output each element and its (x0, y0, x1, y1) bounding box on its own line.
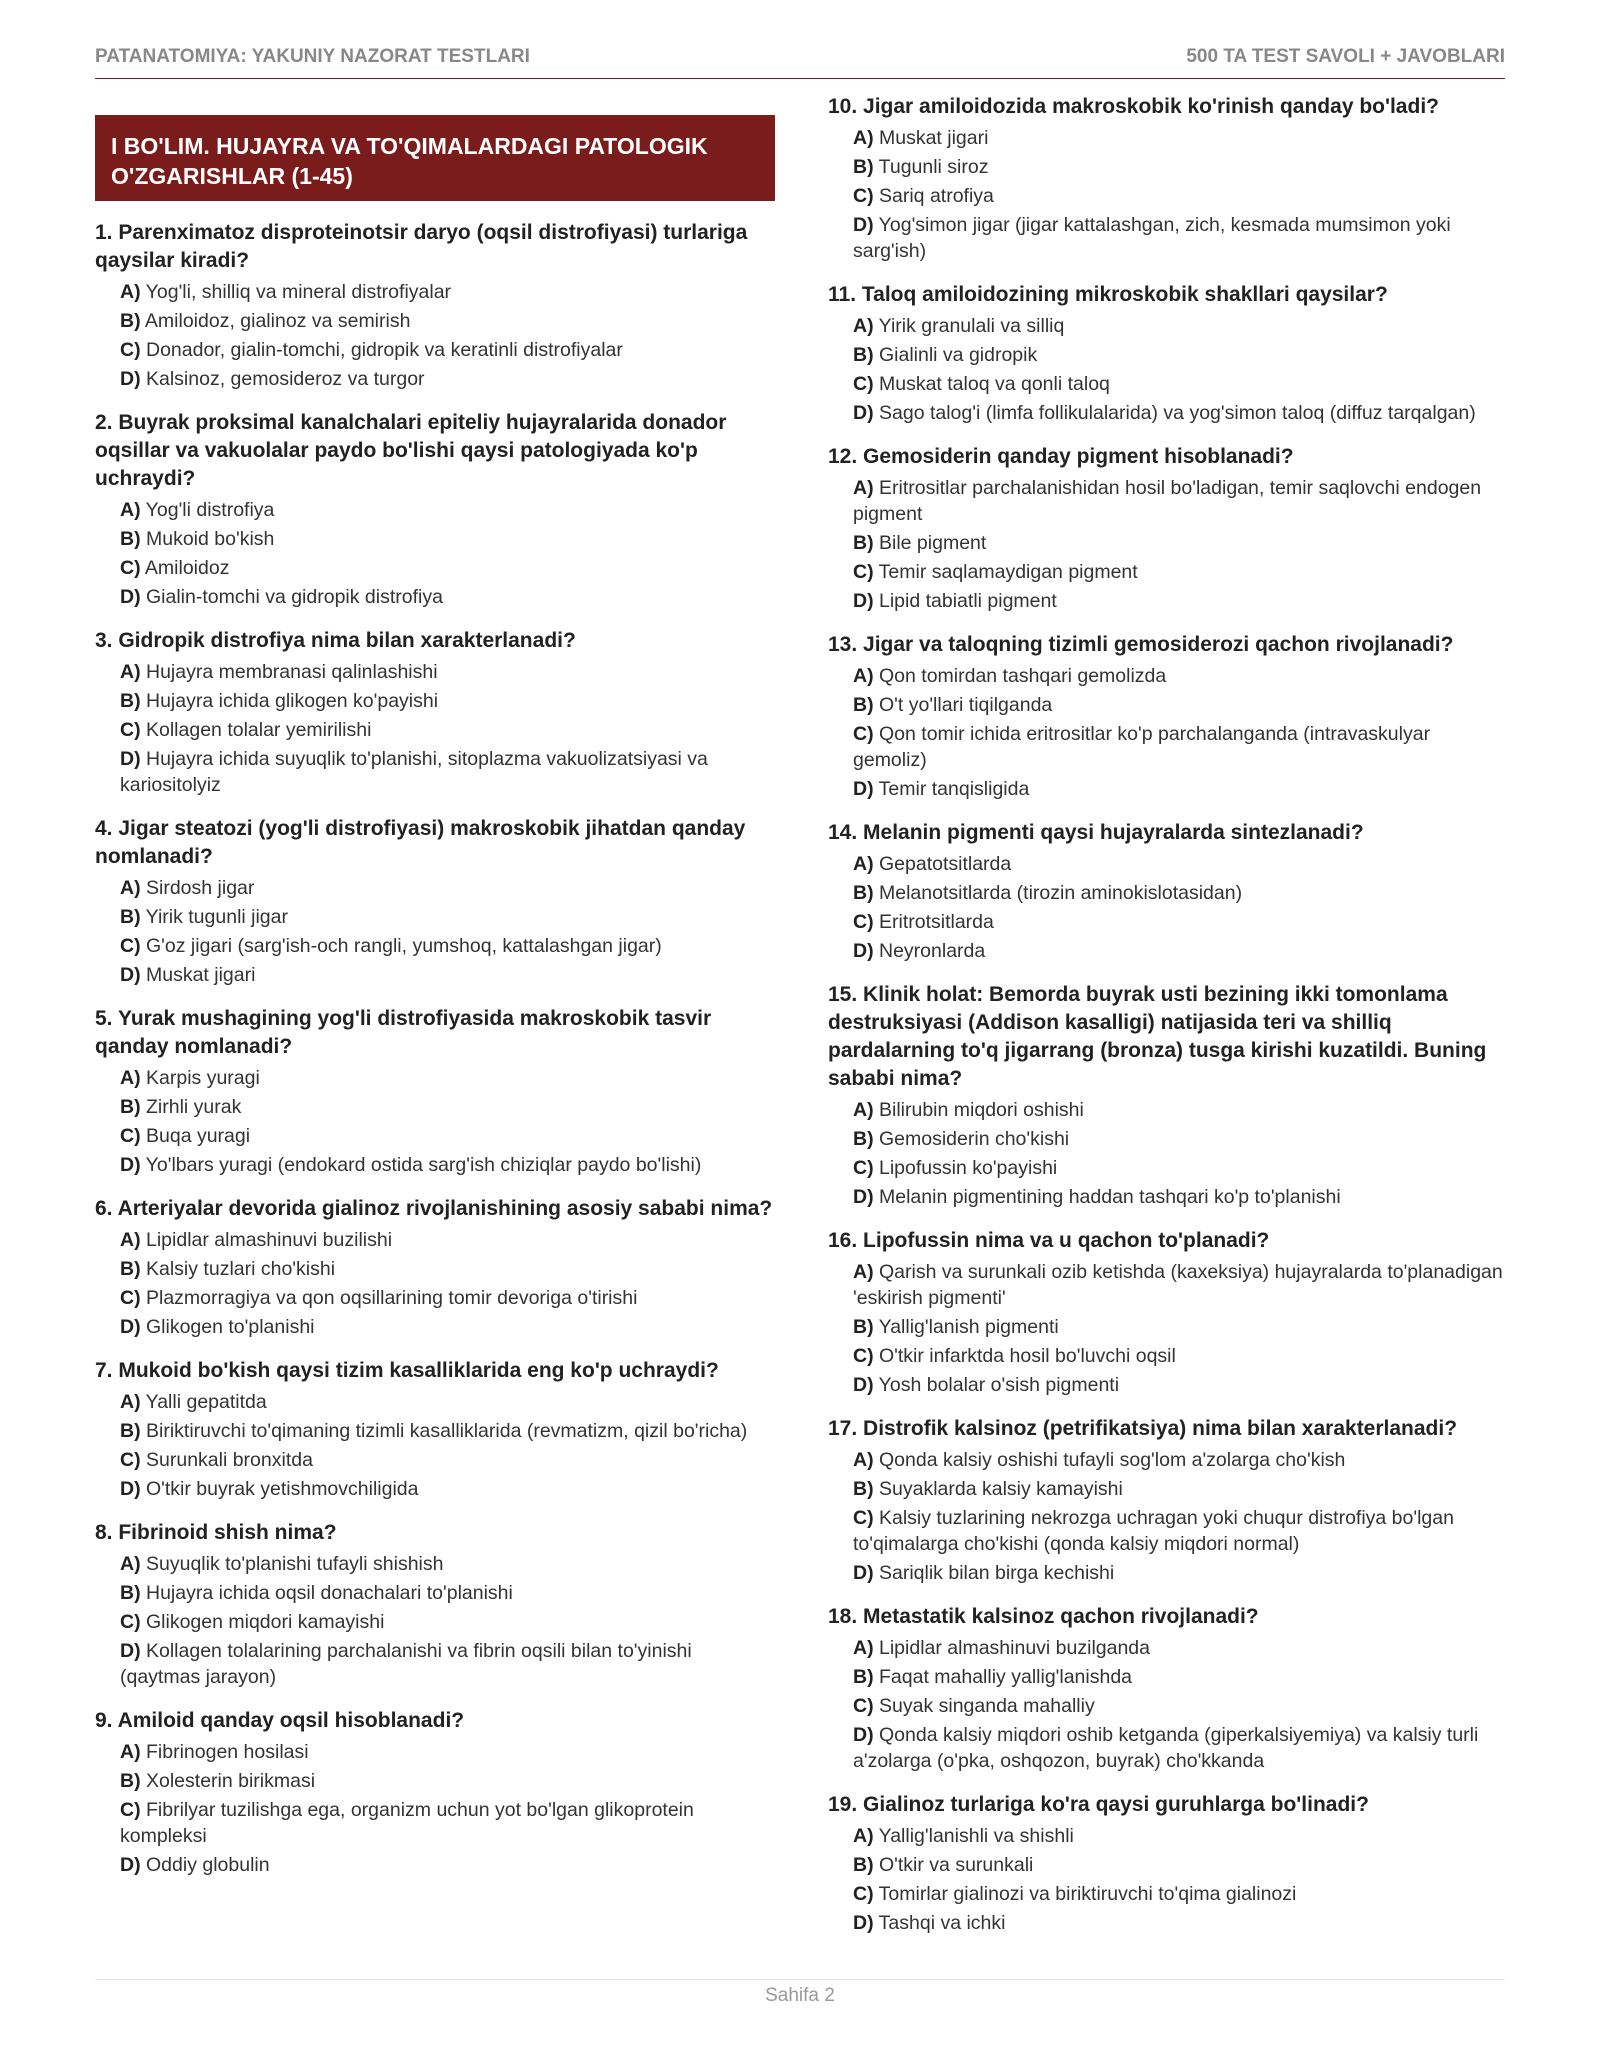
question-block (828, 443, 1508, 614)
answer-option (828, 212, 1508, 264)
option-letter: B) (120, 1582, 141, 1604)
option-text: Hujayra ichida suyuqlik to'planishi, sitoplazma vakuolizatsiyasi va kariositolyiz (120, 748, 708, 796)
option-letter: B) (853, 1316, 874, 1338)
answer-option (828, 938, 1508, 964)
option-text: Qarish va surunkali ozib ketishda (kaxeksiya) hujayralarda to'planadigan 'eskirish pigmenti' (853, 1261, 1503, 1309)
header-subtitle: 500 TA TEST SAVOLI + JAVOBLARI (1186, 46, 1505, 67)
option-letter: D) (853, 1186, 874, 1208)
option-letter: A) (853, 1825, 874, 1847)
answer-option (95, 1123, 775, 1149)
option-text: Surunkali bronxitda (146, 1449, 313, 1471)
option-letter: C) (853, 1157, 874, 1179)
option-letter: A) (120, 1553, 141, 1575)
option-text: Qonda kalsiy miqdori oshib ketganda (giperkalsiyemiya) va kalsiy turli a'zolarga (o'pka, oshqozon, buyrak) cho'kkanda (853, 1724, 1479, 1772)
answer-option (95, 497, 775, 523)
footer-divider (95, 1979, 1505, 1980)
option-text: Buqa yuragi (146, 1125, 251, 1147)
option-text: Qon tomir ichida eritrositlar ko'p parchalanganda (intravaskulyar gemoliz) (853, 723, 1431, 771)
answer-option (828, 400, 1508, 426)
answer-option (95, 1152, 775, 1178)
question-text: 7. Mukoid bo'kish qaysi tizim kasalliklarida eng ko'p uchraydi? (95, 1359, 719, 1382)
option-letter: B) (120, 1770, 141, 1792)
option-text: O'tkir va surunkali (879, 1854, 1034, 1876)
option-text: Fibrilyar tuzilishga ega, organizm uchun yot bo'lgan glikoprotein kompleksi (120, 1799, 694, 1847)
option-letter: B) (120, 690, 141, 712)
option-letter: C) (853, 1507, 874, 1529)
option-letter: D) (120, 1854, 141, 1876)
option-letter: D) (853, 1724, 874, 1746)
option-letter: D) (853, 778, 874, 800)
answer-option (828, 588, 1508, 614)
option-text: Hujayra ichida oqsil donachalari to'planishi (146, 1582, 513, 1604)
option-letter: A) (120, 281, 141, 303)
option-letter: D) (853, 940, 874, 962)
option-text: Lipofussin ko'payishi (879, 1157, 1058, 1179)
option-letter: B) (853, 1478, 874, 1500)
answer-option (828, 1184, 1508, 1210)
option-text: Muskat jigari (879, 127, 989, 149)
question-text: 18. Metastatik kalsinoz qachon rivojlanadi? (828, 1605, 1259, 1628)
answer-option (95, 875, 775, 901)
answer-option (828, 663, 1508, 689)
option-text: Donador, gialin-tomchi, gidropik va keratinli distrofiyalar (146, 339, 623, 361)
option-letter: D) (853, 1912, 874, 1934)
option-text: Plazmorragiya va qon oqsillarining tomir devoriga o'tirishi (146, 1287, 638, 1309)
answer-option (95, 1065, 775, 1091)
option-letter: C) (853, 1345, 874, 1367)
answer-option (828, 154, 1508, 180)
answer-option (828, 1259, 1508, 1311)
option-letter: A) (853, 665, 874, 687)
question-text: 4. Jigar steatozi (yog'li distrofiyasi) makroskobik jihatdan qanday nomlanadi? (95, 817, 746, 868)
option-letter: D) (853, 1374, 874, 1396)
answer-option (828, 1722, 1508, 1774)
option-text: O't yo'llari tiqilganda (879, 694, 1053, 716)
question-block (95, 815, 775, 988)
option-text: Tugunli siroz (878, 156, 989, 178)
question-text: 3. Gidropik distrofiya nima bilan xarakterlanadi? (95, 629, 576, 652)
option-letter: C) (120, 1799, 141, 1821)
option-letter: B) (120, 528, 141, 550)
answer-option (95, 1797, 775, 1849)
answer-option (95, 1227, 775, 1253)
answer-option (828, 1505, 1508, 1557)
answer-option (828, 776, 1508, 802)
option-letter: D) (120, 1640, 141, 1662)
question-text: 10. Jigar amiloidozida makroskobik ko'rinish qanday bo'ladi? (828, 95, 1439, 118)
option-text: Glikogen miqdori kamayishi (146, 1611, 385, 1633)
question-text: 2. Buyrak proksimal kanalchalari epiteliy hujayralarida donador oqsillar va vakuolalar paydo bo'lishi qaysi patologiyada ko'p uchraydi? (95, 411, 727, 490)
option-letter: B) (853, 344, 874, 366)
option-text: Neyronlarda (879, 940, 986, 962)
option-text: Yallig'lanishli va shishli (878, 1825, 1074, 1847)
answer-option (95, 1256, 775, 1282)
answer-option (828, 1693, 1508, 1719)
option-letter: A) (853, 1261, 874, 1283)
header-title: PATANATOMIYA: YAKUNIY NAZORAT TESTLARI (95, 46, 530, 67)
option-text: Amiloidoz (144, 557, 230, 579)
answer-option (828, 1664, 1508, 1690)
answer-option (95, 1551, 775, 1577)
answer-option (95, 1418, 775, 1444)
option-text: Sirdosh jigar (146, 877, 255, 899)
option-text: Yog'li distrofiya (145, 499, 275, 521)
option-letter: B) (853, 882, 874, 904)
option-text: Oddiy globulin (146, 1854, 270, 1876)
option-text: Gemosiderin cho'kishi (879, 1128, 1070, 1150)
option-text: Yalli gepatitda (145, 1391, 267, 1413)
option-letter: D) (853, 1562, 874, 1584)
option-text: Suyaklarda kalsiy kamayishi (879, 1478, 1123, 1500)
answer-option (828, 183, 1508, 209)
option-letter: C) (120, 935, 141, 957)
option-text: Lipidlar almashinuvi buzilishi (146, 1229, 393, 1251)
option-letter: C) (853, 373, 874, 395)
question-text: 16. Lipofussin nima va u qachon to'planadi? (828, 1229, 1270, 1252)
answer-option (95, 1094, 775, 1120)
answer-option (828, 1097, 1508, 1123)
option-text: Yirik granulali va silliq (878, 315, 1065, 337)
answer-option (95, 1314, 775, 1340)
answer-option (95, 1609, 775, 1635)
answer-option (828, 1852, 1508, 1878)
answer-option (95, 1768, 775, 1794)
option-text: Eritrotsitlarda (879, 911, 994, 933)
answer-option (828, 1910, 1508, 1936)
answer-option (828, 371, 1508, 397)
option-letter: B) (120, 1096, 141, 1118)
question-text: 1. Parenximatoz disproteinotsir daryo (oqsil distrofiyasi) turlariga qaysilar kiradi? (95, 221, 748, 272)
answer-option (95, 1447, 775, 1473)
answer-option (828, 1635, 1508, 1661)
option-letter: A) (120, 1067, 141, 1089)
question-text: 15. Klinik holat: Bemorda buyrak usti bezining ikki tomonlama destruksiyasi (Addison kasalligi) natijasida teri va shilliq pardalarning to'q jigarrang (bronza) tusga kirishi kuzatildi. Buning sababi nima? (828, 983, 1487, 1090)
option-text: Yirik tugunli jigar (145, 906, 288, 928)
page-number: Sahifa 2 (765, 1985, 835, 2006)
option-letter: D) (120, 964, 141, 986)
option-text: O'tkir buyrak yetishmovchiligida (146, 1478, 419, 1500)
question-text: 17. Distrofik kalsinoz (petrifikatsiya) nima bilan xarakterlanadi? (828, 1417, 1458, 1440)
answer-option (828, 313, 1508, 339)
option-text: O'tkir infarktda hosil bo'luvchi oqsil (879, 1345, 1176, 1367)
question-block (828, 631, 1508, 802)
option-text: Melanin pigmentining haddan tashqari ko'p to'planishi (879, 1186, 1341, 1208)
answer-option (95, 308, 775, 334)
question-block (95, 219, 775, 392)
answer-option (828, 721, 1508, 773)
option-text: Qon tomirdan tashqari gemolizda (879, 665, 1167, 687)
option-text: Yallig'lanish pigmenti (878, 1316, 1059, 1338)
question-block (828, 1603, 1508, 1774)
question-block (828, 93, 1508, 264)
option-letter: C) (120, 1449, 141, 1471)
option-text: Muskat jigari (146, 964, 256, 986)
option-letter: A) (120, 1229, 141, 1251)
answer-option (95, 1389, 775, 1415)
answer-option (95, 584, 775, 610)
option-letter: D) (120, 368, 141, 390)
option-letter: B) (853, 532, 874, 554)
question-text: 9. Amiloid qanday oqsil hisoblanadi? (95, 1709, 465, 1732)
answer-option (828, 692, 1508, 718)
option-text: Xolesterin birikmasi (146, 1770, 316, 1792)
option-text: Tomirlar gialinozi va biriktiruvchi to'qima gialinozi (878, 1883, 1297, 1905)
option-text: Yosh bolalar o'sish pigmenti (878, 1374, 1120, 1396)
option-text: Muskat taloq va qonli taloq (879, 373, 1110, 395)
option-letter: A) (853, 1637, 874, 1659)
option-letter: A) (120, 1741, 141, 1763)
page-header (95, 46, 1505, 79)
option-text: Qonda kalsiy oshishi tufayli sog'lom a'zolarga cho'kish (879, 1449, 1346, 1471)
option-letter: D) (120, 586, 141, 608)
question-text: 11. Taloq amiloidozining mikroskobik shakllari qaysilar? (828, 283, 1388, 306)
option-letter: C) (853, 1883, 874, 1905)
question-block (828, 281, 1508, 426)
option-text: Zirhli yurak (146, 1096, 242, 1118)
option-letter: C) (853, 185, 874, 207)
option-text: Yo'lbars yuragi (endokard ostida sarg'ish chiziqlar paydo bo'lishi) (145, 1154, 702, 1176)
answer-option (95, 1739, 775, 1765)
option-letter: B) (853, 1666, 874, 1688)
option-text: Fibrinogen hosilasi (146, 1741, 309, 1763)
option-letter: A) (120, 877, 141, 899)
answer-option (95, 279, 775, 305)
option-text: Temir tanqisligida (878, 778, 1030, 800)
answer-option (828, 880, 1508, 906)
option-text: Tashqi va ichki (878, 1912, 1006, 1934)
option-text: Kalsiy tuzlari cho'kishi (146, 1258, 336, 1280)
option-letter: D) (853, 402, 874, 424)
option-text: Temir saqlamaydigan pigment (878, 561, 1138, 583)
answer-option (95, 962, 775, 988)
answer-option (95, 659, 775, 685)
answer-option (95, 933, 775, 959)
option-letter: C) (120, 557, 141, 579)
question-block (828, 819, 1508, 964)
option-text: Gialinli va gidropik (879, 344, 1038, 366)
option-letter: B) (120, 1420, 141, 1442)
option-text: Faqat mahalliy yallig'lanishda (879, 1666, 1133, 1688)
question-block (828, 1791, 1508, 1936)
option-letter: B) (853, 1854, 874, 1876)
option-letter: A) (853, 1099, 874, 1121)
option-letter: C) (120, 1125, 141, 1147)
answer-option (95, 1476, 775, 1502)
answer-option (828, 909, 1508, 935)
answer-option (828, 1372, 1508, 1398)
option-text: Kollagen tolalarining parchalanishi va fibrin oqsili bilan to'yinishi (qaytmas jarayon) (120, 1640, 692, 1688)
answer-option (828, 1447, 1508, 1473)
answer-option (828, 530, 1508, 556)
question-text: 14. Melanin pigmenti qaysi hujayralarda sintezlanadi? (828, 821, 1364, 844)
option-letter: C) (120, 1611, 141, 1633)
answer-option (95, 904, 775, 930)
question-block (95, 1195, 775, 1340)
question-text: 5. Yurak mushagining yog'li distrofiyasida makroskobik tasvir qanday nomlanadi? (95, 1007, 712, 1058)
answer-option (828, 1881, 1508, 1907)
option-letter: D) (120, 748, 141, 770)
option-text: Biriktiruvchi to'qimaning tizimli kasalliklarida (revmatizm, qizil bo'richa) (146, 1420, 748, 1442)
option-text: Bile pigment (879, 532, 987, 554)
right-column (828, 93, 1508, 1953)
question-text: 6. Arteriyalar devorida gialinoz rivojlanishining asosiy sababi nima? (95, 1197, 773, 1220)
option-letter: A) (853, 477, 874, 499)
option-letter: C) (120, 719, 141, 741)
option-letter: B) (120, 906, 141, 928)
answer-option (828, 1823, 1508, 1849)
question-block (828, 1227, 1508, 1398)
answer-option (95, 337, 775, 363)
answer-option (95, 366, 775, 392)
option-text: Yog'li, shilliq va mineral distrofiyalar (145, 281, 452, 303)
option-text: Lipidlar almashinuvi buzilganda (879, 1637, 1151, 1659)
option-letter: C) (853, 911, 874, 933)
option-letter: D) (120, 1154, 141, 1176)
option-text: Suyuqlik to'planishi tufayli shishish (146, 1553, 444, 1575)
option-text: Sariqlik bilan birga kechishi (879, 1562, 1115, 1584)
question-block (828, 1415, 1508, 1586)
option-letter: D) (120, 1478, 141, 1500)
option-letter: C) (853, 723, 874, 745)
question-block (95, 409, 775, 610)
answer-option (828, 475, 1508, 527)
option-text: Amiloidoz, gialinoz va semirish (144, 310, 411, 332)
option-text: G'oz jigari (sarg'ish-och rangli, yumshoq, kattalashgan jigar) (146, 935, 662, 957)
answer-option (828, 125, 1508, 151)
option-letter: D) (853, 214, 874, 236)
question-block (95, 627, 775, 798)
question-block (95, 1005, 775, 1178)
option-letter: B) (120, 1258, 141, 1280)
question-text: 19. Gialinoz turlariga ko'ra qaysi guruhlarga bo'linadi? (828, 1793, 1369, 1816)
option-letter: D) (853, 590, 874, 612)
option-text: Suyak singanda mahalliy (879, 1695, 1095, 1717)
option-text: Kollagen tolalar yemirilishi (146, 719, 372, 741)
answer-option (828, 342, 1508, 368)
option-letter: A) (853, 127, 874, 149)
option-text: Glikogen to'planishi (146, 1316, 315, 1338)
option-text: Kalsinoz, gemosideroz va turgor (146, 368, 425, 390)
option-letter: A) (853, 315, 874, 337)
option-letter: B) (853, 1128, 874, 1150)
option-text: Hujayra membranasi qalinlashishi (146, 661, 438, 683)
question-text: 8. Fibrinoid shish nima? (95, 1521, 337, 1544)
option-letter: B) (853, 156, 874, 178)
option-letter: A) (120, 1391, 141, 1413)
answer-option (828, 1560, 1508, 1586)
option-text: Sariq atrofiya (879, 185, 994, 207)
question-block (828, 981, 1508, 1210)
option-text: Lipid tabiatli pigment (879, 590, 1057, 612)
answer-option (828, 559, 1508, 585)
option-letter: C) (120, 1287, 141, 1309)
answer-option (95, 717, 775, 743)
option-letter: A) (120, 661, 141, 683)
option-text: Hujayra ichida glikogen ko'payishi (146, 690, 439, 712)
answer-option (95, 746, 775, 798)
option-text: Karpis yuragi (146, 1067, 260, 1089)
answer-option (828, 1155, 1508, 1181)
option-letter: A) (853, 853, 874, 875)
option-text: Melanotsitlarda (tirozin aminokislotasidan) (879, 882, 1243, 904)
answer-option (95, 555, 775, 581)
option-letter: D) (120, 1316, 141, 1338)
answer-option (95, 1852, 775, 1878)
answer-option (95, 526, 775, 552)
option-text: Kalsiy tuzlarining nekrozga uchragan yoki chuqur distrofiya bo'lgan to'qimalarga cho'kishi (qonda kalsiy miqdori normal) (853, 1507, 1454, 1555)
left-column (95, 93, 775, 1895)
question-text: 13. Jigar va taloqning tizimli gemosiderozi qachon rivojlanadi? (828, 633, 1454, 656)
option-letter: B) (120, 310, 141, 332)
option-letter: C) (120, 339, 141, 361)
answer-option (828, 1126, 1508, 1152)
option-letter: A) (853, 1449, 874, 1471)
section-title: I BO'LIM. HUJAYRA VA TO'QIMALARDAGI PATOLOGIK O'ZGARISHLAR (1-45) (95, 115, 775, 201)
option-text: Sago talog'i (limfa follikulalarida) va yog'simon taloq (diffuz tarqalgan) (879, 402, 1476, 424)
option-letter: A) (120, 499, 141, 521)
option-text: Bilirubin miqdori oshishi (879, 1099, 1084, 1121)
answer-option (828, 1476, 1508, 1502)
option-text: Yog'simon jigar (jigar kattalashgan, zich, kesmada mumsimon yoki sarg'ish) (853, 214, 1451, 262)
option-letter: C) (853, 561, 874, 583)
answer-option (95, 1580, 775, 1606)
option-letter: B) (853, 694, 874, 716)
question-text: 12. Gemosiderin qanday pigment hisoblanadi? (828, 445, 1294, 468)
option-text: Gepatotsitlarda (879, 853, 1012, 875)
answer-option (828, 851, 1508, 877)
question-block (95, 1519, 775, 1690)
answer-option (95, 1285, 775, 1311)
answer-option (95, 688, 775, 714)
question-block (95, 1357, 775, 1502)
option-text: Eritrositlar parchalanishidan hosil bo'ladigan, temir saqlovchi endogen pigment (853, 477, 1482, 525)
answer-option (828, 1343, 1508, 1369)
answer-option (95, 1638, 775, 1690)
option-text: Gialin-tomchi va gidropik distrofiya (146, 586, 443, 608)
answer-option (828, 1314, 1508, 1340)
question-block (95, 1707, 775, 1878)
option-text: Mukoid bo'kish (146, 528, 275, 550)
option-letter: C) (853, 1695, 874, 1717)
